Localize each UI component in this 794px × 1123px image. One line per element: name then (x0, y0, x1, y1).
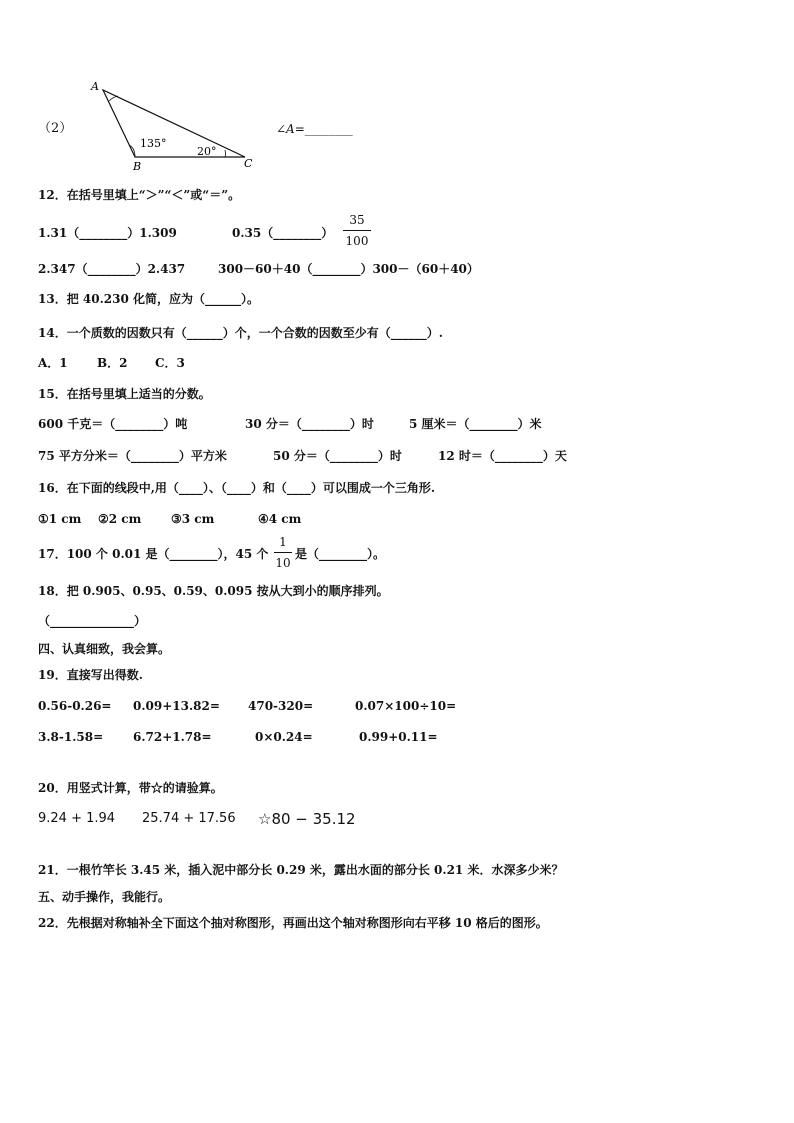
q15-row1-item3: 5 厘米＝（________）米 (409, 417, 542, 431)
q12-row1-mid: 0.35（________） (232, 226, 334, 240)
fraction-1-10 (274, 534, 292, 571)
q14-option-b: B．2 (97, 356, 128, 370)
q19-row2-item1: 3.8-1.58= (38, 730, 104, 744)
section-4-title: 四、认真细致，我会算。 (38, 642, 171, 656)
q20-item2: 25.74 + 17.56 (142, 811, 236, 826)
fraction-numerator: 1 (279, 535, 287, 549)
fraction-35-100 (343, 212, 371, 249)
angle-b-label: 135° (140, 137, 167, 150)
q19-row1-item4: 0.07×100÷10= (355, 699, 457, 713)
q19-row2-item3: 0×0.24= (255, 730, 313, 744)
q14-option-a: A．1 (38, 356, 68, 370)
q20-title: 20．用竖式计算，带☆的请验算。 (38, 781, 223, 795)
q16-text: 16．在下面的线段中,用（____）、（____）和（____）可以围成一个三角形. (38, 481, 436, 495)
q12-row2-right: 300－60＋40（________）300－（60＋40） (218, 262, 479, 276)
fraction-numerator: 35 (349, 213, 365, 227)
q15-row2-item3: 12 时＝（________）天 (438, 449, 567, 463)
q15-row2-item1: 75 平方分米＝（________）平方米 (38, 449, 227, 463)
q21-text: 21．一根竹竿长 3.45 米，插入泥中部分长 0.29 米，露出水面的部分长 0.21 米．水深多少米？ (38, 863, 564, 877)
q16-option-2: ②2 cm (98, 512, 142, 526)
q18-answer-blank: （______________） (38, 614, 147, 628)
q17-left: 17．100 个 0.01 是（________），45 个 (38, 547, 269, 561)
q15-title: 15．在括号里填上适当的分数。 (38, 387, 211, 401)
q14-option-c: C．3 (155, 356, 185, 370)
q19-row2-item2: 6.72+1.78= (133, 730, 212, 744)
triangle-diagram (85, 78, 265, 173)
fraction-bar (274, 552, 292, 553)
q13-text: 13．把 40.230 化简，应为（______）。 (38, 292, 259, 306)
q16-option-1: ①1 cm (38, 512, 82, 526)
q20-item1: 9.24 + 1.94 (38, 811, 116, 826)
q19-title: 19．直接写出得数. (38, 668, 143, 682)
q12-row2-left: 2.347（________）2.437 (38, 262, 186, 276)
q12-title: 12．在括号里填上“＞”“＜”或“＝”。 (38, 188, 241, 202)
q19-row1-item2: 0.09+13.82= (133, 699, 220, 713)
q19-row2-item4: 0.99+0.11= (359, 730, 438, 744)
q22-text: 22．先根据对称轴补全下面这个抽对称图形，再画出这个轴对称图形向右平移 10 格后的图形。 (38, 916, 548, 930)
q19-row1-item3: 470-320= (248, 699, 314, 713)
q16-option-3: ③3 cm (171, 512, 215, 526)
vertex-a-label: A (91, 80, 99, 93)
angle-c-label: 20° (197, 145, 217, 158)
q18-text: 18．把 0.905、0.95、0.59、0.095 按从大到小的顺序排列。 (38, 584, 389, 598)
q15-row1-item2: 30 分＝（________）时 (245, 417, 374, 431)
fraction-bar (343, 230, 371, 231)
vertex-b-label: B (133, 160, 142, 173)
q12-row1-left: 1.31（________）1.309 (38, 226, 177, 240)
q17-right: 是（________）。 (295, 547, 386, 561)
q15-row1-item1: 600 千克＝（________）吨 (38, 417, 188, 431)
section-5-title: 五、动手操作，我能行。 (38, 890, 171, 904)
q19-row1-item1: 0.56-0.26= (38, 699, 112, 713)
q14-text: 14．一个质数的因数只有（______）个，一个合数的因数至少有（______）. (38, 326, 443, 340)
vertex-c-label: C (244, 157, 253, 170)
q16-option-4: ④4 cm (258, 512, 302, 526)
fraction-denominator: 10 (275, 556, 291, 570)
q15-row2-item2: 50 分＝（________）时 (273, 449, 402, 463)
angle-a-answer: ∠A=________ (276, 122, 353, 136)
subquestion-label: （2） (38, 121, 73, 136)
q20-item3: ☆80 − 35.12 (258, 810, 356, 828)
fraction-denominator: 100 (345, 234, 369, 248)
